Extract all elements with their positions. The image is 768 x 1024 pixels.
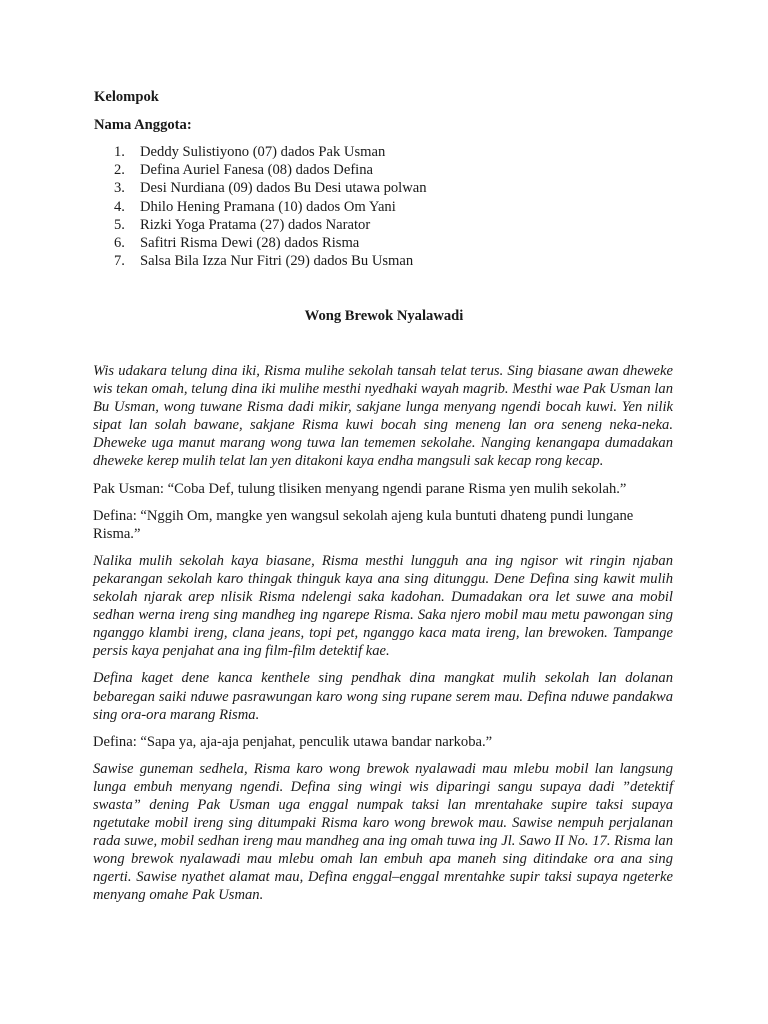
list-item (94, 143, 427, 161)
list-number: 5. (114, 216, 125, 233)
list-number: 7. (114, 253, 125, 270)
list-item (94, 216, 427, 234)
list-item (94, 234, 427, 252)
story-body (93, 362, 673, 914)
member-text: Deddy Sulistiyono (07) dados Pak Usman (140, 144, 386, 160)
list-item (94, 179, 427, 197)
list-number: 1. (114, 144, 125, 160)
dialogue-line: Defina: “Nggih Om, mangke yen wangsul sekolah ajeng kula buntuti dhateng pundi lungane Risma.” (93, 507, 634, 542)
narration-paragraph: Nalika mulih sekolah kaya biasane, Risma mesthi lungguh ana ing ngisor wit ringin njaban pekarangan sekolah karo thingak thinguk kaya ana sing ditunggu. Dene Defina sing kawit mulih sekolah njarak arep nlisik Risma ndelengi saka kadohan. Dumadakan ora let suwe ana mobil sedhan werna ireng sing mandheg ing ngarepe Risma. Saka njero mobil mau metu pawongan sing nganggo klambi ireng, clana jeans, topi pet, nganggo kaca mata ireng, lan brewoken. Tampange persis kaya penjahat ana ing film-film detektif kae. (93, 552, 673, 660)
member-text: Salsa Bila Izza Nur Fitri (29) dados Bu Usman (140, 253, 414, 270)
narration-paragraph: Wis udakara telung dina iki, Risma mulihe sekolah tansah telat terus. Sing biasane awan dheweke wis tekan omah, telung dina iki mulihe mesthi nyedhaki wayah magrib. Mesthi wae Pak Usman lan Bu Usman, wong tuwane Risma dadi mikir, sakjane lunga menyang ngendi bocah kuwi. Yen nilik sipat lan solah bawane, sakjane Risma kuwi bocah sing meneng lan ora seneng neka-neka. Dheweke uga manut marang wong tuwa lan tememen sekolahe. Nanging kenangapa dumadakan dheweke kerep mulih telat lan yen ditakoni kaya endha mangsuli sak kecap rong kecap. (93, 363, 673, 470)
list-item (94, 252, 427, 270)
list-item (94, 161, 427, 179)
members-label: Nama Anggota: (94, 117, 192, 133)
list-number: 4. (114, 198, 125, 215)
group-label: Kelompok (94, 89, 159, 105)
list-number: 3. (114, 180, 125, 197)
dialogue-line: Defina: “Sapa ya, aja-aja penjahat, penculik utawa bandar narkoba.” (93, 733, 493, 750)
member-list (94, 143, 427, 270)
story-title: Wong Brewok Nyalawadi (304, 308, 464, 324)
narration-paragraph: Sawise guneman sedhela, Risma karo wong brewok nyalawadi mau mlebu mobil lan langsung lunga embuh menyang ngendi. Defina sing wingi wis diparingi sangu supaya dadi ”detektif swasta” dening Pak Usman uga enggal numpak taksi lan mrentahake supire taksi supaya ngetutake mobil ireng sing ditumpaki Risma karo wong brewok mau. Sawise nempuh perjalanan rada suwe, mobil sedhan ireng mau mandheg ana ing omah tuwa ing Jl. Sawo II No. 17. Risma lan wong brewok nyalawadi mau mlebu omah lan embuh apa maneh sing ditindake ora ana sing ngerti. Sawise nyathet alamat mau, Defina enggal–enggal mrentahke supir taksi supaya ngeterke menyang omahe Pak Usman. (93, 760, 673, 904)
heading-group (94, 88, 192, 134)
member-text: Defina Auriel Fanesa (08) dados Defina (140, 162, 374, 179)
member-text: Safitri Risma Dewi (28) dados Risma (140, 235, 360, 252)
list-item (94, 198, 427, 216)
narration-paragraph: Defina kaget dene kanca kenthele sing pendhak dina mangkat mulih sekolah lan dolanan bebaregan saiki nduwe pasrawungan karo wong sing rupane serem mau. Defina nduwe pandakwa sing ora-ora marang Risma. (93, 670, 673, 723)
member-text: Rizki Yoga Pratama (27) dados Narator (140, 216, 371, 233)
member-text: Dhilo Hening Pramana (10) dados Om Yani (140, 198, 396, 215)
list-number: 6. (114, 235, 125, 252)
list-number: 2. (114, 162, 125, 179)
dialogue-line: Pak Usman: “Coba Def, tulung tlisiken menyang ngendi parane Risma yen mulih sekolah.” (93, 480, 627, 497)
member-text: Desi Nurdiana (09) dados Bu Desi utawa polwan (140, 180, 427, 197)
